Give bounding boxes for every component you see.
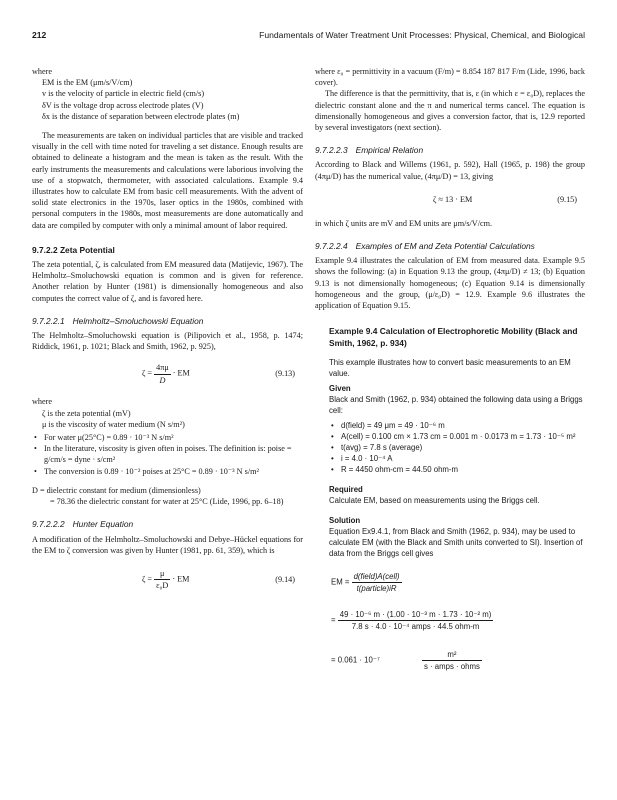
where-label: where — [32, 67, 53, 76]
required-text: Calculate EM, based on measurements using the Briggs cell. — [329, 496, 540, 506]
eq-denominator: ε₀D — [156, 581, 169, 591]
equation-9-14 — [32, 566, 303, 594]
subsection-heading-examples — [315, 241, 585, 252]
def-dielectric-water: = 78.36 the dielectric constant for water at 25°C (Lide, 1996, pp. 6–18) — [50, 497, 284, 507]
running-title: Fundamentals of Water Treatment Unit Processes: Physical, Chemical, and Biological — [259, 30, 585, 40]
def-dielectric: D = dielectric constant for medium (dimensionless) — [32, 485, 201, 495]
eq-numerator: 4πμ — [154, 362, 171, 374]
bullet-poise-definition: • In the literature, viscosity is given often in poises. The definition is: poise = g/cm/s = dyne · s/cm² — [44, 443, 303, 465]
page-header — [32, 30, 585, 44]
paragraph-hunter: A modification of the Helmholtz–Smoluchowski and Debye–Hückel equations for the EM to ζ conversion was given by Hunter (1981, pp. 61, 359), which is — [32, 534, 303, 555]
eq-lhs: ζ = — [142, 369, 153, 379]
subsection-title: Empirical Relation — [355, 145, 424, 156]
calc-step-2 — [331, 609, 493, 632]
subsection-number: 9.7.2.2.4 — [315, 241, 348, 252]
paragraph-units: in which ζ units are mV and EM units are μm/s/V/cm. — [315, 218, 493, 228]
calc-fraction — [352, 571, 402, 594]
calc-denominator: s · amps · ohms — [423, 662, 480, 672]
def-mu: μ is the viscosity of water medium (N s/m²) — [42, 419, 185, 429]
calc-numerator: m² — [422, 649, 482, 661]
calc-fraction — [338, 609, 494, 632]
solution-label: Solution — [329, 516, 361, 526]
calc-denominator: 7.8 s · 4.0 · 10⁻⁴ amps · 44.5 ohm-m — [351, 622, 480, 632]
def-zeta: ζ is the zeta potential (mV) — [42, 408, 131, 418]
eq-body: ζ ≈ 13 · EM — [433, 194, 473, 204]
section-heading-zeta-potential: 9.7.2.2 Zeta Potential — [32, 244, 115, 255]
calc-result: = 0.061 · 10⁻⁷ — [331, 655, 380, 665]
eq-rhs: · EM — [172, 574, 190, 584]
example-title: Example 9.4 Calculation of Electrophoretic Mobility (Black and Smith, 1962, p. 934) — [329, 326, 578, 349]
example-9-4-box — [329, 325, 585, 685]
paragraph-helmholtz: The Helmholtz–Smoluchowski equation is (Pilipovich et al., 1958, p. 1474; Riddick, 1961, p. 1021; Black and Smith, 1962, p. 925), — [32, 331, 303, 352]
subsection-title: Examples of EM and Zeta Potential Calculations — [355, 241, 535, 252]
calc-numerator: 49 · 10⁻⁶ m · (1.00 · 10⁻³ m · 1.73 · 10⁻² m) — [339, 610, 492, 620]
given-text: Black and Smith (1962, p. 934) obtained the following data using a Briggs cell: — [329, 395, 583, 416]
calc-equals: = — [331, 615, 336, 625]
calc-step-3 — [331, 649, 482, 672]
paragraph-measurements: The measurements are taken on individual particles that are visible and tracked visually in the cell with time noted for traveling a set distance. Enough results are obtained to delineate a histogram and the mean is taken as the result. With the early instruments the measurements and calculations were laborious involving the use of a stopwatch, thermometer, with associated calculations. Example 9.4 illustrates how to calculate EM from basic cell measurements. With the advent of solid state electronics in the 1970s, laser optics in the 1980s, combined with personal computers in the 1980s, most measurements are done automatically and data are compiled by computer with only a minimal amount of labor required. — [32, 131, 303, 230]
example-intro: This example illustrates how to convert basic measurements to an EM value. — [329, 358, 571, 379]
eq-lhs: ζ = — [142, 574, 153, 584]
given-data-list — [329, 420, 585, 475]
subsection-heading-hunter — [32, 519, 303, 530]
eq-label: (9.14) — [275, 574, 295, 584]
viscosity-bullets — [32, 432, 303, 477]
eq-fraction — [154, 362, 171, 385]
def-distance: δx is the distance of separation between electrode plates (m) — [42, 111, 240, 121]
eq-denominator: D — [159, 375, 166, 385]
paragraph-examples: Example 9.4 illustrates the calculation of EM from measured data. Example 9.5 shows the following: (a) in Equation 9.13 the group, (4πμ/D) ≠ 13; (b) Equation 9.13 is not dimensionally homogeneous; (c) Equation 9.14 is dimensionally homogeneous and the group, (μ/ε₀D) = 12.9. Example 9.6 illustrates the application of Equation 9.15. — [315, 256, 585, 311]
right-column — [315, 66, 585, 685]
where-label-2: where — [32, 397, 53, 407]
def-voltage-drop: δV is the voltage drop across electrode plates (V) — [42, 100, 204, 110]
equation-9-13 — [32, 360, 303, 388]
calc-numerator: d(field)A(cell) — [353, 572, 400, 582]
zeta-definitions — [32, 408, 303, 430]
required-label: Required — [329, 485, 363, 495]
subsection-heading-helmholtz — [32, 316, 303, 327]
given-item: • d(field) = 49 μm = 49 · 10⁻⁶ m — [341, 420, 585, 431]
solution-text: Equation Ex9.4.1, from Black and Smith (1962, p. 934), may be used to calculate EM (with the Black and Smith units converted to SI). Insertion of data from the Briggs cell gives — [329, 527, 583, 559]
subsection-title: Helmholtz–Smoluchowski Equation — [72, 315, 204, 326]
paragraph-difference: The difference is that the permittivity, that is, ε (in which ε = ε₀D), replaces the dielectric constant alone and the π and numerical terms cancel. The equation is dimensionally homogeneous and gives a conversion factor, that is, 12.9 reported by several investigators (next section). — [315, 89, 585, 133]
eq-label: (9.13) — [275, 369, 295, 379]
given-item: • t(avg) = 7.8 s (average) — [341, 442, 585, 453]
paragraph-permittivity: where ε₀ = permittivity in a vacuum (F/m) = 8.854 187 817 F/m (Lide, 1996, back cover). — [315, 67, 585, 88]
eq-fraction — [154, 568, 170, 591]
subsection-number: 9.7.2.2.2 — [32, 519, 65, 530]
given-item: • i = 4.0 · 10⁻⁴ A — [341, 453, 585, 464]
calc-denominator: t(particle)iR — [356, 584, 397, 594]
def-em: EM is the EM (μm/s/V/cm) — [42, 78, 133, 88]
calc-step-1 — [331, 571, 402, 594]
equation-9-15 — [315, 190, 585, 210]
subsection-number: 9.7.2.2.3 — [315, 145, 348, 156]
eq-numerator: μ — [154, 568, 170, 580]
bullet-water-viscosity: • For water μ(25°C) = 0.89 · 10⁻³ N s/m² — [44, 432, 303, 443]
paragraph-empirical: According to Black and Willems (1961, p. 592), Hall (1965, p. 198) the group (4πμ/D) has the numerical value, (4πμ/D) = 13, giving — [315, 160, 585, 181]
def-velocity: v is the velocity of particle in electric field (cm/s) — [42, 89, 205, 99]
paragraph-zeta-intro: The zeta potential, ζ, is calculated from EM measured data (Matijevic, 1967). The Helmholtz–Smoluchowski equation is common and is given for reference. Another relation by Hunter (1981) is dimensionally homogeneous and also computes the correct value of ζ, and is favored here. — [32, 260, 303, 303]
given-item: • R = 4450 ohm-cm = 44.50 ohm-m — [341, 464, 585, 475]
given-label: Given — [329, 384, 351, 394]
em-calculation — [329, 565, 585, 685]
left-column — [32, 66, 303, 602]
eq-rhs: · EM — [172, 369, 190, 379]
given-item: • A(cell) = 0.100 cm × 1.73 cm = 0.001 m · 0.0173 m = 1.73 · 10⁻⁵ m² — [341, 431, 585, 442]
eq-label: (9.15) — [557, 194, 577, 204]
calc-fraction — [422, 649, 482, 672]
calc-lhs: EM = — [331, 577, 350, 587]
bullet-conversion: • The conversion is 0.89 · 10⁻² poises at 25°C = 0.89 · 10⁻³ N s/m² — [44, 466, 303, 477]
subsection-heading-empirical — [315, 145, 585, 156]
variable-definitions — [32, 77, 303, 122]
subsection-number: 9.7.2.2.1 — [32, 315, 65, 326]
subsection-title: Hunter Equation — [72, 519, 134, 530]
page-number: 212 — [32, 30, 47, 40]
